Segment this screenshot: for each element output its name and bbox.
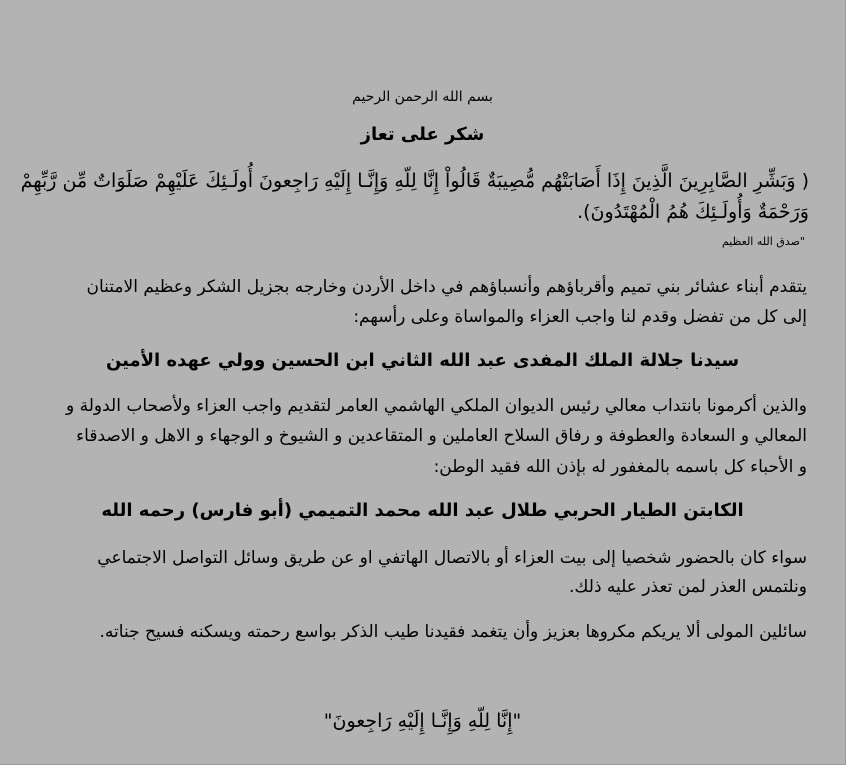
verse-attribution: "صدق الله العظيم — [721, 235, 805, 248]
page-title: شكر على تعاز — [360, 124, 485, 145]
basmala: بسم الله الرحمن الرحيم — [352, 89, 493, 105]
thanks-paragraph-line-1: يتقدم أبناء عشائر بني تميم وأقرباؤهم وأنسباؤهم في داخل الأردن وخارجه بجزيل الشكر وعظيم الامتنان — [86, 277, 807, 297]
condolence-paragraph-line-1: سواء كان بالحضور شخصيا إلى بيت العزاء أو بالاتصال الهاتفي او عن طريق وسائل التواصل الاجتماعي — [97, 548, 807, 568]
quran-verse-line-2: وَرَحْمَةٌ وَأُولَـئِكَ هُمُ الْمُهْتَدُونَ). — [577, 201, 809, 223]
delegation-paragraph-line-1: والذين أكرمونا بانتداب معالي رئيس الديوان الملكي الهاشمي العامر لتقديم واجب العزاء ولأصحاب الدولة و — [65, 396, 807, 416]
closing-verse: "إِنَّا لِلّهِ وَإِنَّـا إِلَيْهِ رَاجِعونَ" — [323, 710, 522, 732]
delegation-paragraph-line-3: و الأحباء كل باسمه بالمغفور له بإذن الله فقيد الوطن: — [433, 457, 807, 477]
thanks-paragraph-line-2: إلى كل من تفضل وقدم لنا واجب العزاء والمواساة وعلى رأسهم: — [353, 307, 807, 327]
king-heading: سيدنا جلالة الملك المفدى عبد الله الثاني ابن الحسين وولي عهده الأمين — [105, 350, 740, 371]
condolence-paragraph-line-2: ونلتمس العذر لمن تعذر عليه ذلك. — [569, 577, 807, 597]
prayer-paragraph: سائلين المولى ألا يريكم مكروها بعزيز وأن يتغمد فقيدنا طيب الذكر بواسع رحمته ويسكنه فسيح جناته. — [99, 622, 807, 642]
deceased-heading: الكابتن الطيار الحربي طلال عبد الله محمد التميمي (أبو فارس) رحمه الله — [101, 500, 744, 521]
quran-verse-line-1: ( وَبَشِّرِ الصَّابِرِينَ الَّذِينَ إِذَا أَصَابَتْهُم مُّصِيبَةٌ قَالُواْ إِنَّا لِلّهِ وَإِنَّـا إِلَيْهِ رَاجِعونَ أُولَـئِكَ عَلَيْهِمْ صَلَوَاتٌ مِّن رَّبِّهِمْ — [20, 170, 809, 192]
delegation-paragraph-line-2: المعالي و السعادة والعطوفة و رفاق السلاح العاملين و المتقاعدين و الشيوخ و الوجهاء و الاهل و الاصدقاء — [76, 426, 807, 446]
